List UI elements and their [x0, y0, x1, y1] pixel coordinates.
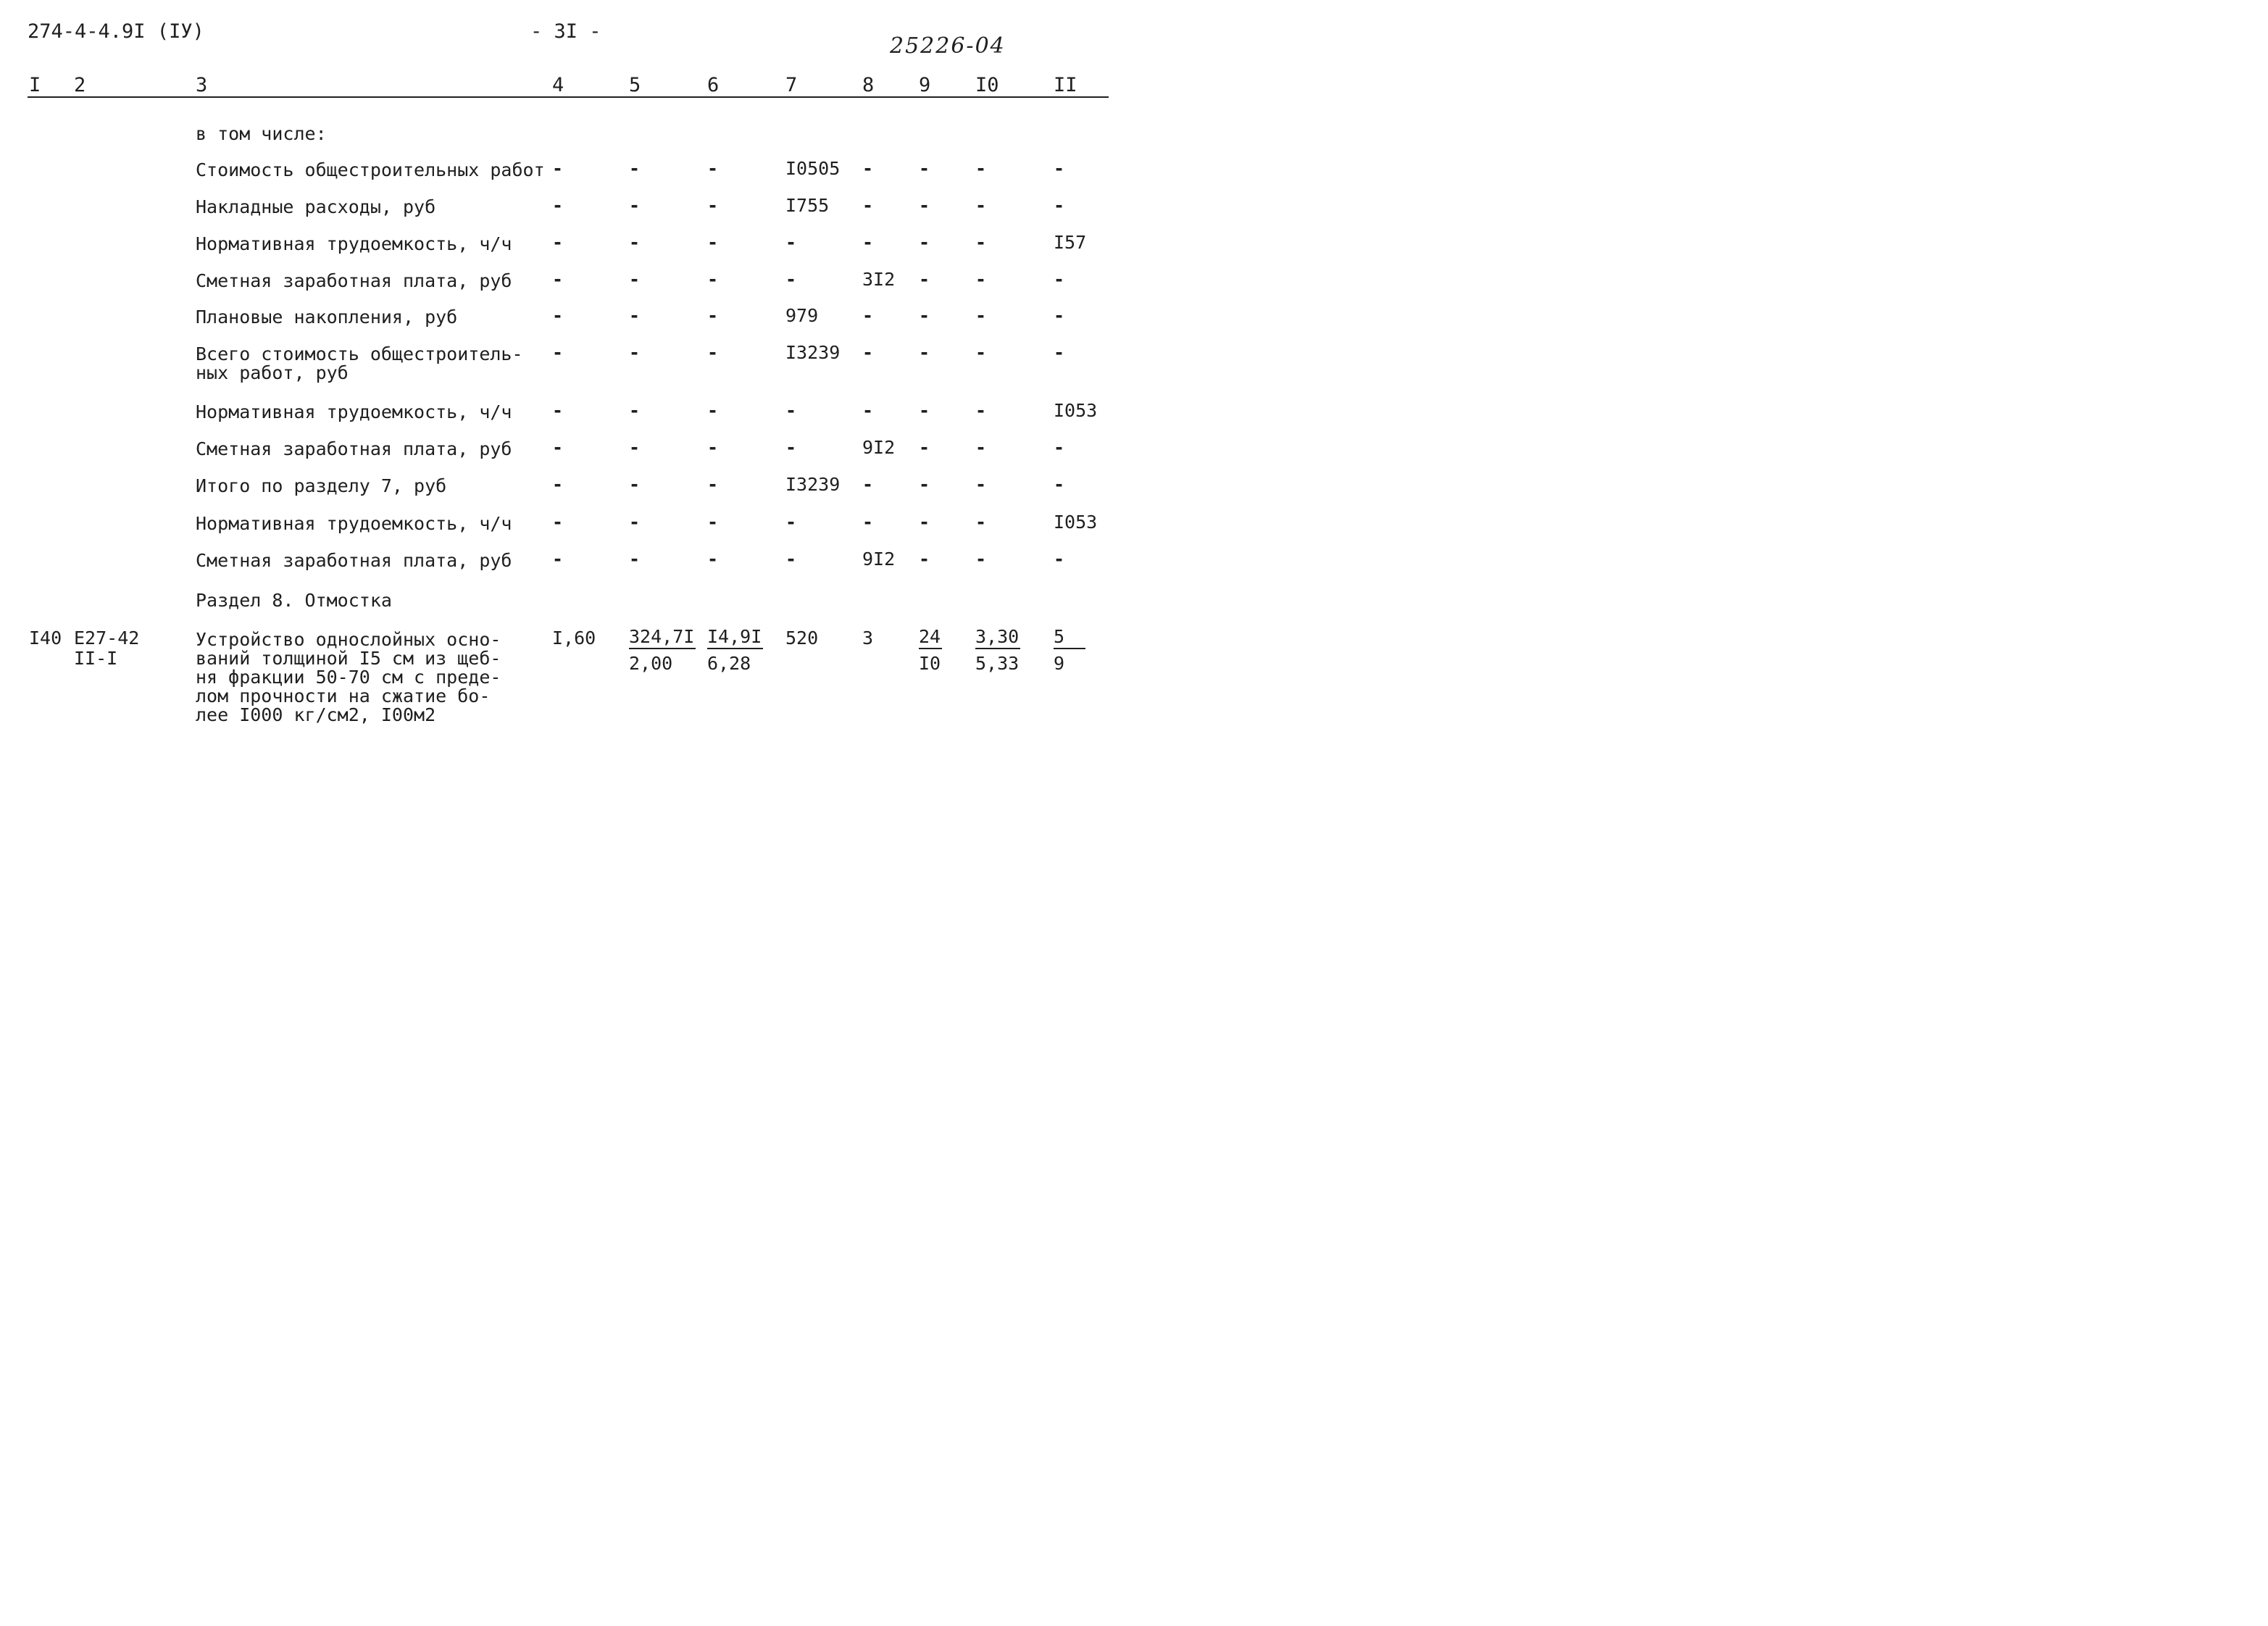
- row-cell-c6: -: [707, 437, 719, 458]
- row-cell-c10: -: [975, 305, 987, 326]
- row-cell-c11: -: [1054, 549, 1065, 570]
- column-header-5: 5: [629, 74, 641, 96]
- row-cell-c5: -: [629, 549, 641, 570]
- row-cell-c4: -: [552, 158, 564, 179]
- row-cell-c5: -: [629, 158, 641, 179]
- row-cell-c7: I0505: [785, 158, 841, 179]
- row-cell-c9: -: [919, 269, 930, 290]
- row-cell-c7: I3239: [785, 342, 841, 363]
- row-cell-c5: -: [629, 437, 641, 458]
- row-cell-c8: -: [862, 342, 874, 363]
- section-title: Раздел 8. Отмостка: [196, 590, 392, 611]
- row-cell-c7: -: [785, 400, 797, 421]
- row-cell-c9: -: [919, 158, 930, 179]
- row-cell-c7: -: [785, 232, 797, 253]
- row-cell-c9: -: [919, 474, 930, 495]
- row-cell-c11: -: [1054, 305, 1065, 326]
- row-cell-c10: -: [975, 232, 987, 253]
- row-cell-c8: -: [862, 158, 874, 179]
- row-cell-c10: -: [975, 158, 987, 179]
- row-cell-c6: -: [707, 474, 719, 495]
- row-cell-c4: -: [552, 549, 564, 570]
- row-cell-c10: -: [975, 549, 987, 570]
- row-cell-c7: I3239: [785, 474, 841, 495]
- row-cell-c11: -: [1054, 158, 1065, 179]
- row-cell-c5: -: [629, 400, 641, 421]
- row-cell-c11: I57: [1054, 232, 1087, 253]
- row-cell-c11: -: [1054, 437, 1065, 458]
- item-wage-cost: 3: [862, 628, 874, 649]
- item-price-fraction: [629, 626, 696, 675]
- row-cell-c9: -: [919, 549, 930, 570]
- row-cell-c4: -: [552, 269, 564, 290]
- row-cell-c8: 9I2: [862, 549, 896, 570]
- row-cell-c5: -: [629, 474, 641, 495]
- row-cell-c9: -: [919, 437, 930, 458]
- row-cell-c8: -: [862, 474, 874, 495]
- row-cell-c5: -: [629, 342, 641, 363]
- row-cell-c7: -: [785, 437, 797, 458]
- item-col11-fraction: [1054, 626, 1085, 675]
- row-cell-c10: -: [975, 195, 987, 216]
- column-header-1: I: [29, 74, 41, 96]
- row-cell-c11: I053: [1054, 400, 1098, 421]
- item-price-total: 324,7I: [629, 626, 696, 649]
- intro-text: в том числе:: [196, 123, 327, 144]
- row-cell-c6: -: [707, 195, 719, 216]
- column-header-6: 6: [707, 74, 720, 96]
- row-cell-c7: -: [785, 549, 797, 570]
- item-col9-num: 24: [919, 626, 942, 649]
- item-total-cost: 520: [785, 628, 819, 649]
- row-cell-c11: I053: [1054, 512, 1098, 533]
- row-cell-c6: -: [707, 269, 719, 290]
- item-description: Устройство однослойных осно- ваний толщиной I5 см из щеб- ня фракции 50-70 см с преде- лом прочности на сжатие бо- лее I000 кг/см2, I00м2: [196, 629, 501, 725]
- row-cell-c6: -: [707, 549, 719, 570]
- row-cell-c10: -: [975, 437, 987, 458]
- row-cell-c9: -: [919, 305, 930, 326]
- item-col10-den: 5,33: [975, 653, 1020, 674]
- page-number: - 3I -: [530, 20, 601, 43]
- row-description: Сметная заработная плата, руб: [196, 550, 512, 571]
- row-description: Сметная заработная плата, руб: [196, 438, 512, 459]
- document-code: 274-4-4.9I (IУ): [28, 20, 204, 43]
- row-cell-c4: -: [552, 474, 564, 495]
- item-price-wage: 2,00: [629, 653, 673, 674]
- row-cell-c8: -: [862, 195, 874, 216]
- handwritten-document-number: 25226-04: [890, 33, 1006, 59]
- item-machines-wage: 6,28: [707, 653, 751, 674]
- item-code: Е27-42: [74, 628, 140, 649]
- row-cell-c6: -: [707, 232, 719, 253]
- row-cell-c9: -: [919, 342, 930, 363]
- row-cell-c4: -: [552, 195, 564, 216]
- row-cell-c7: 979: [785, 305, 819, 326]
- row-cell-c11: -: [1054, 195, 1065, 216]
- row-cell-c10: -: [975, 269, 987, 290]
- row-cell-c7: I755: [785, 195, 830, 216]
- row-cell-c5: -: [629, 232, 641, 253]
- item-col10-num: 3,30: [975, 626, 1020, 649]
- row-cell-c9: -: [919, 400, 930, 421]
- row-cell-c6: -: [707, 158, 719, 179]
- row-cell-c9: -: [919, 512, 930, 533]
- row-cell-c6: -: [707, 305, 719, 326]
- row-cell-c10: -: [975, 342, 987, 363]
- column-header-2: 2: [74, 74, 86, 96]
- item-machines-fraction: [707, 626, 763, 675]
- row-description: Плановые накопления, руб: [196, 307, 458, 328]
- row-cell-c10: -: [975, 474, 987, 495]
- row-cell-c5: -: [629, 305, 641, 326]
- row-description: Итого по разделу 7, руб: [196, 475, 447, 496]
- item-col11-num: 5: [1054, 626, 1085, 649]
- row-cell-c5: -: [629, 195, 641, 216]
- row-cell-c4: -: [552, 305, 564, 326]
- row-cell-c11: -: [1054, 474, 1065, 495]
- row-cell-c4: -: [552, 512, 564, 533]
- row-cell-c6: -: [707, 400, 719, 421]
- row-cell-c11: -: [1054, 342, 1065, 363]
- row-description: Нормативная трудоемкость, ч/ч: [196, 401, 512, 422]
- row-cell-c6: -: [707, 512, 719, 533]
- column-header-8: 8: [862, 74, 875, 96]
- column-header-3: 3: [196, 74, 208, 96]
- row-cell-c8: -: [862, 512, 874, 533]
- header-rule: [28, 96, 1109, 98]
- column-header-9: 9: [919, 74, 931, 96]
- row-description: Всего стоимость общестроитель- ных работ, руб: [196, 343, 523, 383]
- row-cell-c10: -: [975, 512, 987, 533]
- column-header-10: I0: [975, 74, 999, 96]
- row-description: Накладные расходы, руб: [196, 196, 436, 217]
- row-cell-c9: -: [919, 232, 930, 253]
- row-description: Нормативная трудоемкость, ч/ч: [196, 513, 512, 534]
- row-cell-c10: -: [975, 400, 987, 421]
- row-cell-c5: -: [629, 269, 641, 290]
- item-col11-den: 9: [1054, 653, 1065, 674]
- column-header-4: 4: [552, 74, 564, 96]
- item-col9-fraction: [919, 626, 942, 675]
- item-number: I40: [29, 628, 62, 649]
- item-machines-value: I4,9I: [707, 626, 763, 649]
- row-cell-c6: -: [707, 342, 719, 363]
- row-cell-c8: -: [862, 400, 874, 421]
- row-cell-c8: 9I2: [862, 437, 896, 458]
- row-cell-c4: -: [552, 437, 564, 458]
- row-cell-c8: 3I2: [862, 269, 896, 290]
- row-cell-c7: -: [785, 512, 797, 533]
- row-description: Сметная заработная плата, руб: [196, 270, 512, 291]
- item-subcode: II-I: [74, 648, 118, 669]
- row-cell-c7: -: [785, 269, 797, 290]
- row-cell-c9: -: [919, 195, 930, 216]
- column-header-7: 7: [785, 74, 798, 96]
- row-cell-c8: -: [862, 305, 874, 326]
- row-description: Нормативная трудоемкость, ч/ч: [196, 233, 512, 254]
- row-cell-c4: -: [552, 342, 564, 363]
- row-cell-c5: -: [629, 512, 641, 533]
- row-cell-c8: -: [862, 232, 874, 253]
- column-header-11: II: [1054, 74, 1077, 96]
- row-description: Стоимость общестроительных работ: [196, 159, 545, 180]
- row-cell-c4: -: [552, 232, 564, 253]
- row-cell-c11: -: [1054, 269, 1065, 290]
- item-col10-fraction: [975, 626, 1020, 675]
- item-col9-den: I0: [919, 653, 941, 674]
- item-quantity: I,60: [552, 628, 596, 649]
- row-cell-c4: -: [552, 400, 564, 421]
